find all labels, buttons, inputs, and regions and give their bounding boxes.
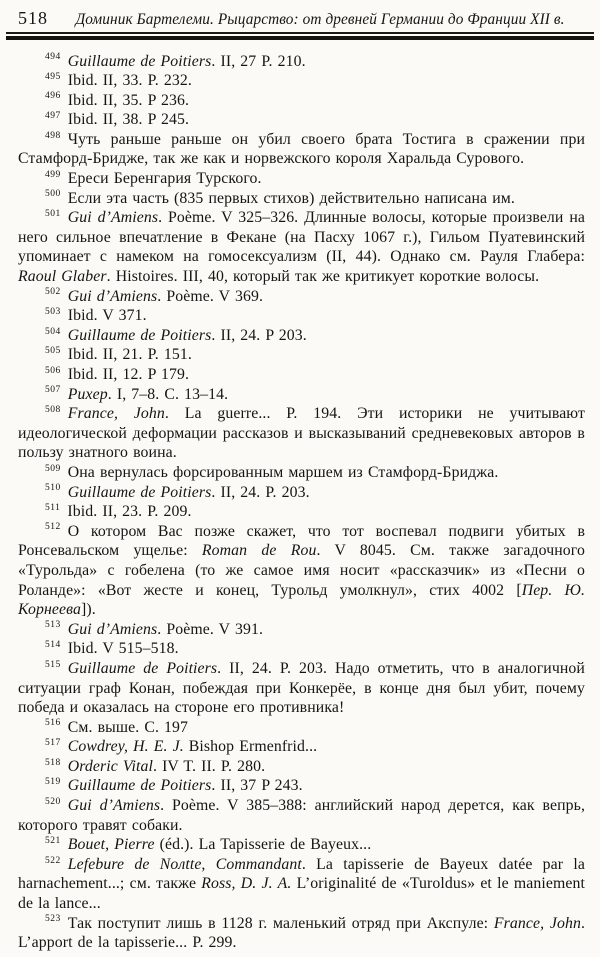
- footnote-number: 509: [45, 463, 61, 474]
- footnote-number: 498: [45, 130, 61, 141]
- cited-work: Bouet, Pierre: [67, 836, 155, 854]
- footnote-number: 495: [45, 71, 61, 82]
- footnote: [18, 796, 585, 835]
- cited-work: Raoul Glaber: [18, 268, 107, 286]
- footnote: [18, 71, 585, 91]
- footnote-text: . IV T. II. P. 280.: [152, 757, 266, 775]
- footnote-number: 505: [45, 346, 61, 357]
- footnote-text: Ibid. V 371.: [67, 307, 147, 325]
- footnote: [18, 169, 585, 189]
- footnote-number: 522: [45, 855, 61, 866]
- footnote-text: . Poème. V 369.: [157, 287, 263, 305]
- footnote: [18, 776, 585, 796]
- footnote-text: . Poème. V 325–326. Длинные волосы, которые произвели на него сильное впечатление в Фекане (на Пасху 1067 г.), Гильом Пуатевинский упоминает с намеком на гомосексуализм (II, 44). Однако см. Рауля Глабера:: [18, 209, 585, 266]
- cited-work: Gui d’Amiens: [67, 797, 161, 815]
- footnote-number: 513: [45, 620, 61, 631]
- footnote-number: 503: [45, 306, 61, 317]
- footnote-text: . Histoires. III, 40, который так же критикует короткие волосы.: [106, 268, 540, 286]
- footnote-text: . Poème. V 391.: [157, 620, 263, 638]
- footnote: [18, 855, 585, 914]
- footnote-number: 500: [45, 189, 61, 200]
- footnote-text: Если эта часть (835 первых стихов) действительно написана им.: [67, 189, 515, 207]
- footnote-text: . La tapisserie de Bayeux datée par la harnachement...; см. также: [18, 855, 585, 893]
- footnote: [18, 835, 585, 855]
- footnote: [18, 345, 585, 365]
- cited-work: Guillaume de Poitiers: [67, 326, 212, 344]
- footnote-number: 502: [45, 287, 61, 298]
- footnote: [18, 385, 585, 405]
- running-header-title: Доминик Бартелеми. Рыцарство: от древней Германии до Франции XII в.: [75, 11, 565, 28]
- footnote: [18, 737, 585, 757]
- footnote-text: L’originalité de «Turoldus» et le maniement de la lance...: [18, 875, 586, 913]
- cited-work: Gui d’Amiens: [67, 209, 159, 227]
- footnote: [18, 522, 585, 620]
- footnote-text: ]).: [81, 601, 96, 619]
- footnote: [18, 757, 585, 777]
- footnote: [18, 306, 585, 326]
- cited-work: Рихер: [67, 385, 108, 403]
- cited-work: Gui d’Amiens: [67, 620, 158, 638]
- footnote-number: 504: [45, 326, 61, 337]
- footnote-text: Ibid. II, 35. P 236.: [67, 91, 190, 109]
- cited-work: Cowdrey, H. E. J.: [67, 738, 184, 756]
- footnote-text: . II, 37 P 243.: [211, 777, 303, 795]
- footnote-text: . II, 24. P. 203. Надо отметить, что в аналогичной ситуации граф Конан, побеждая при Конкерёе, в конце дня был убит, почему победа и оказалась на стороне его противника!: [18, 659, 585, 717]
- footnote: [18, 914, 585, 953]
- footnote-number: 499: [45, 169, 61, 180]
- running-header: [0, 0, 600, 29]
- footnote-number: 496: [45, 91, 61, 102]
- footnote-number: 514: [45, 640, 61, 651]
- cited-work: Orderic Vital: [67, 757, 153, 775]
- footnote-text: Ibid. II, 33. P. 232.: [67, 72, 192, 90]
- footnote: [18, 659, 585, 718]
- footnote-text: Чуть раньше раньше он убил своего брата Тостига в сражении при Стамфорд-Бридже, так же как и норвежского короля Харальда Сурового.: [18, 130, 585, 168]
- footnote-number: 501: [45, 208, 61, 219]
- footnote: [18, 110, 585, 130]
- footnote: [18, 502, 585, 522]
- footnote: [18, 91, 585, 111]
- footnote: [18, 483, 585, 503]
- footnote-text: Ibid. II, 21. P. 151.: [67, 346, 192, 364]
- footnote-number: 511: [45, 502, 61, 513]
- footnote: [18, 620, 585, 640]
- cited-work: Guillaume de Poitiers: [67, 52, 212, 70]
- footnote: [18, 326, 585, 346]
- footnote-text: Ibid. II, 12. P 179.: [67, 366, 190, 383]
- footnote-text: См. выше. С. 197: [67, 718, 189, 736]
- footnote: [18, 189, 585, 209]
- footnote-number: 518: [45, 757, 61, 768]
- cited-work: Guillaume de Poitiers: [67, 659, 218, 677]
- cited-work: Lefebure de Noлtte, Commandant: [67, 855, 302, 873]
- cited-work: France, John: [493, 914, 581, 932]
- footnote-number: 515: [45, 659, 61, 670]
- footnote: [18, 52, 585, 72]
- page-number: 518: [18, 8, 48, 28]
- header-rule: [6, 32, 594, 40]
- cited-work: Пер. Ю. Корнеева: [18, 581, 586, 619]
- footnote-text: . La guerre... P. 194. Эти историки не учитывают идеологической деформации рассказов и высказываний средневековых авторов в пользу знатного воина.: [18, 405, 586, 462]
- footnote-number: 497: [45, 111, 61, 122]
- footnote-number: 517: [45, 738, 61, 749]
- footnote: [18, 718, 585, 738]
- footnote: [18, 365, 585, 385]
- footnote-text: . L’apport de la tapisserie... P. 299.: [18, 914, 585, 952]
- footnote-number: 516: [45, 718, 61, 729]
- footnote-text: . II, 24. P 203.: [211, 326, 307, 344]
- footnote: [18, 639, 585, 659]
- footnote-text: Так поступит лишь в 1128 г. маленький отряд при Акспуле:: [67, 914, 494, 932]
- footnote-number: 523: [45, 914, 61, 925]
- cited-work: France, John: [67, 405, 165, 423]
- footnote-number: 519: [45, 777, 61, 788]
- footnote: [18, 404, 585, 463]
- footnote: [18, 463, 585, 483]
- footnote-number: 494: [45, 52, 61, 63]
- footnote-number: 508: [45, 404, 61, 415]
- footnote-text: (éd.). La Tapisserie de Bayeux...: [154, 836, 372, 854]
- footnote: [18, 130, 585, 169]
- cited-work: Guillaume de Poitiers: [67, 483, 212, 501]
- footnote-text: . II, 27 P. 210.: [211, 52, 306, 70]
- footnote-number: 512: [45, 522, 61, 533]
- footnote-number: 520: [45, 796, 61, 807]
- footnotes-list: [0, 40, 600, 953]
- footnote-text: . I, 7–8. С. 13–14.: [107, 385, 229, 403]
- footnote-number: 521: [45, 835, 61, 846]
- cited-work: Guillaume de Poitiers: [67, 777, 212, 795]
- cited-work: Gui d’Amiens: [67, 287, 158, 305]
- footnote-text: О котором Вас позже скажет, что тот воспевал подвиги убитых в Ронсевальском ущелье:: [18, 522, 585, 560]
- footnote-text: Ibid. II, 23. P. 209.: [67, 503, 192, 521]
- footnote: [18, 287, 585, 307]
- cited-work: Ross, D. J. A.: [201, 875, 292, 893]
- footnote-text: Bishop Ermenfrid...: [183, 738, 318, 756]
- footnote-number: 507: [45, 385, 61, 396]
- footnote-text: . V 8045. См. также загадочного «Турольда» с гобелена (то же самое имя носит «рассказчик» из «Песни о Роланде»: «Вот жесте и конец, Турольд умолкнул», стих 4002 [: [18, 542, 585, 599]
- footnote-text: . II, 24. P. 203.: [211, 483, 310, 501]
- cited-work: Roman de Rou: [201, 542, 317, 560]
- footnote-text: Ibid. V 515–518.: [67, 640, 179, 658]
- header-rule-thin-line: [6, 32, 594, 34]
- footnote-text: Она вернулась форсированным маршем из Стамфорд-Бриджа.: [67, 463, 499, 481]
- footnote-number: 510: [45, 483, 61, 494]
- footnote: [18, 208, 585, 286]
- footnote-text: Ереси Беренгария Турского.: [67, 170, 262, 188]
- footnote-text: Ibid. II, 38. P 245.: [67, 111, 190, 129]
- footnote-number: 506: [45, 365, 61, 376]
- footnote-text: . Poème. V 385–388: английский народ дерется, как вепрь, которого травят собаки.: [18, 797, 585, 834]
